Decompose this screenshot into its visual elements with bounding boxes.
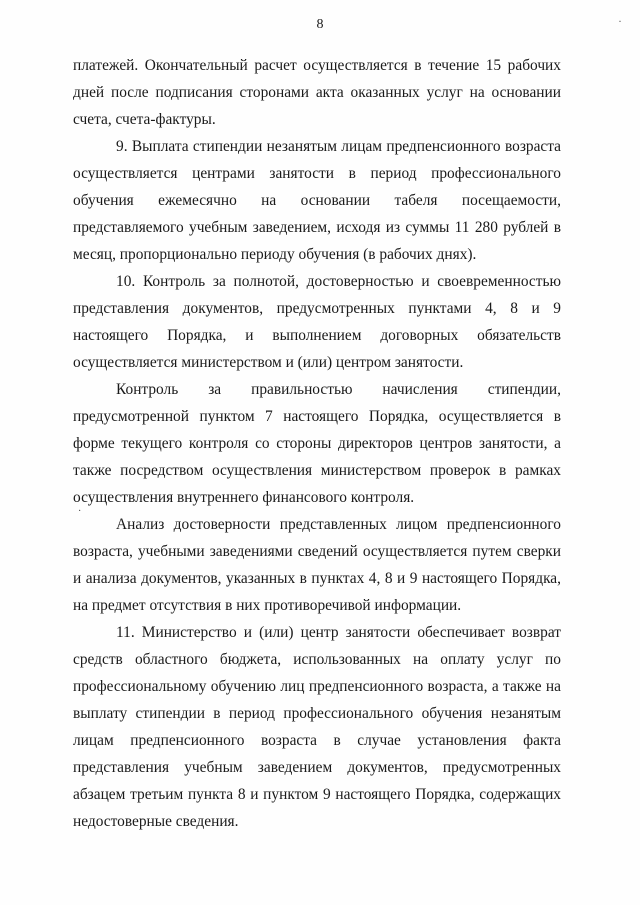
scan-mark: · — [618, 14, 622, 28]
paragraph-item-11-refund: 11. Министерство и (или) центр занятости обеспечивает возврат средств областного бюджета, использованных на оплату услуг по профессиональному обучению лиц предпенсионного возраста, а также на выплату стипендии в период профессионального обучения незанятым лицам предпенсионного возраста в случае установления факта представления учебным заведением документов, предусмотренных абзацем третьим пункта 8 и пунктом 9 настоящего Порядка, содержащих недостоверные сведения. — [73, 624, 561, 830]
document-body — [73, 52, 561, 835]
paragraph-stipend-control: Контроль за правильностью начисления стипендии, предусмотренной пунктом 7 настоящего Порядка, осуществляется в форме текущего контроля со стороны директоров центров занятости, а также посредством осуществления министерством проверок в рамках осуществления внутреннего финансового контроля. — [73, 381, 561, 506]
paragraph-reliability-analysis: Анализ достоверности представленных лицом предпенсионного возраста, учебными заведениями сведений осуществляется путем сверки и анализа документов, указанных в пунктах 4, 8 и 9 настоящего Порядка, на предмет отсутствия в них противоречивой информации. — [73, 516, 561, 614]
paragraph-item-10-control: 10. Контроль за полнотой, достоверностью и своевременностью представления документов, предусмотренных пунктами 4, 8 и 9 настоящего Порядка, и выполнением договорных обязательств осуществляется министерством и (или) центром занятости. — [73, 273, 561, 371]
page-number: 8 — [316, 17, 324, 32]
scan-dot: · — [78, 506, 82, 517]
paragraph-item-9-stipend: 9. Выплата стипендии незанятым лицам предпенсионного возраста осуществляется центрами занятости в период профессионального обучения ежемесячно на основании табеля посещаемости, представляемого учебным заведением, исходя из суммы 11 280 рублей в месяц, пропорционально периоду обучения (в рабочих днях). — [73, 138, 561, 263]
paragraph-payment-settlement: платежей. Окончательный расчет осуществляется в течение 15 рабочих дней после подписания сторонами акта оказанных услуг на основании счета, счета-фактуры. — [73, 57, 561, 128]
